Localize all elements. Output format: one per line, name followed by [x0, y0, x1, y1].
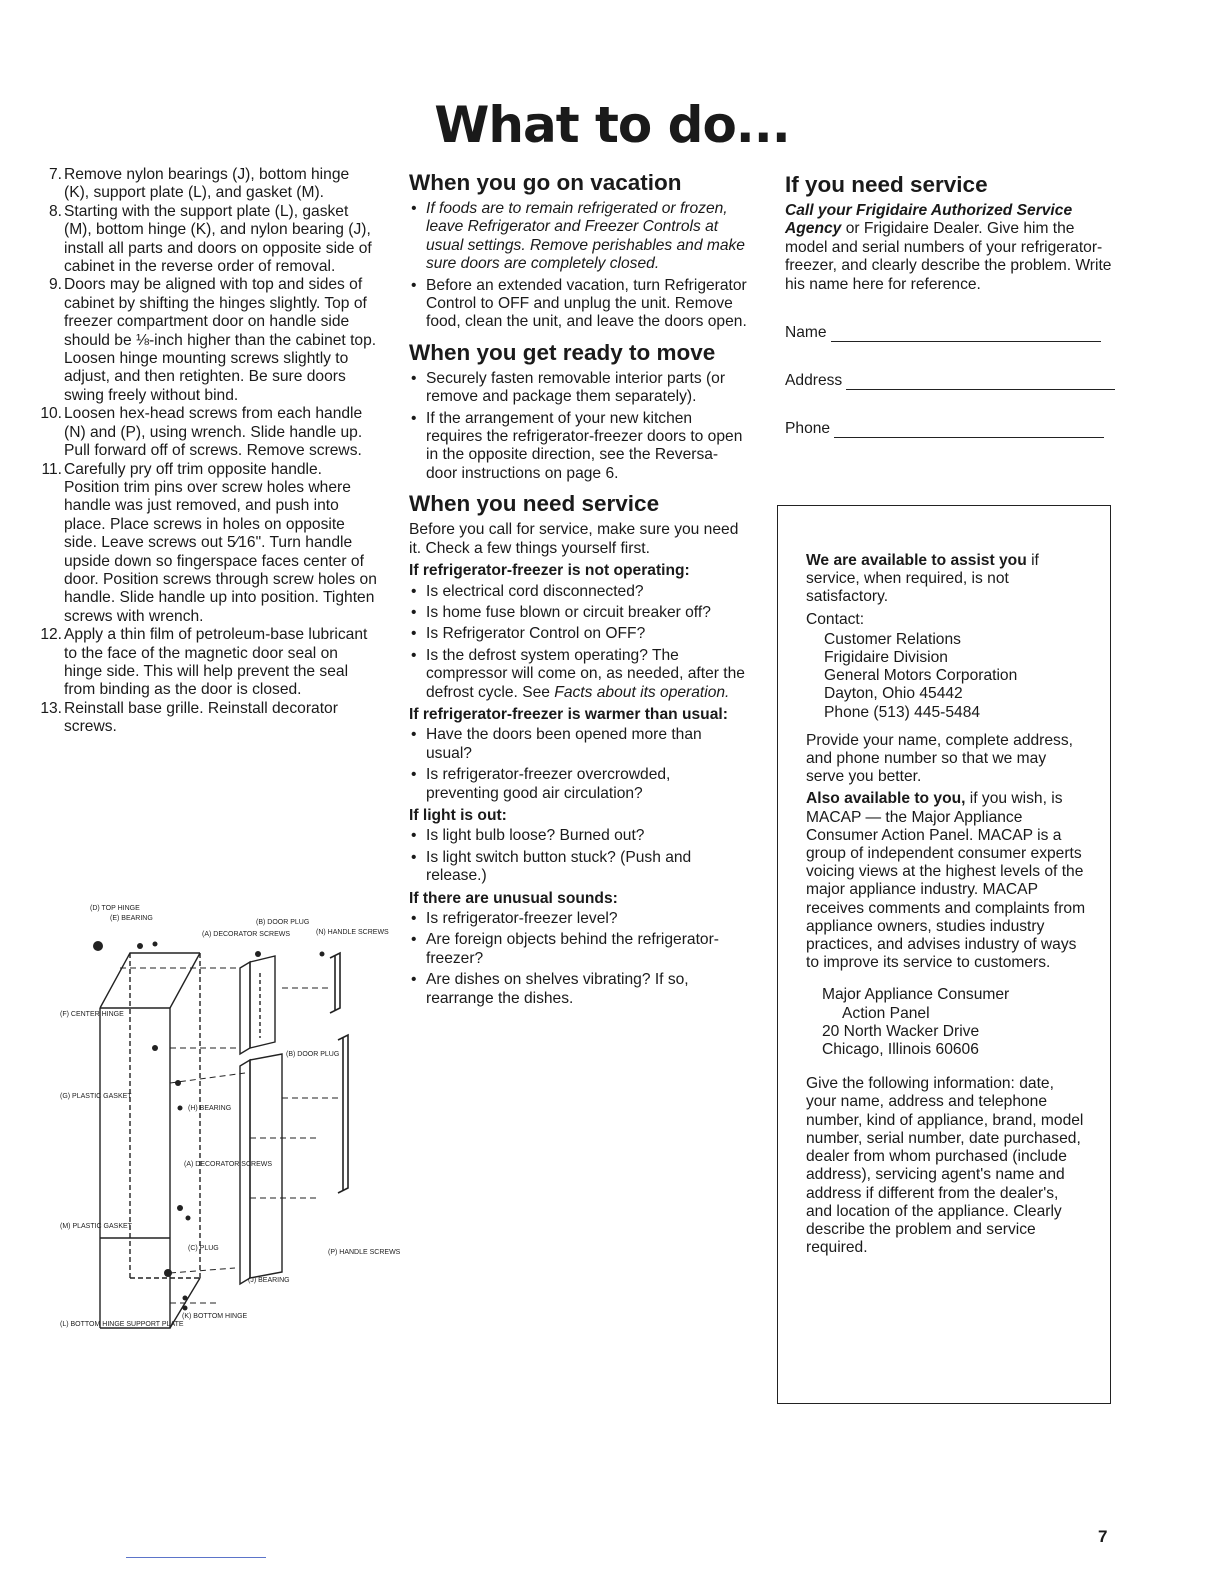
also-available-rest: if you wish, is MACAP — the Major Appliance Consumer Action Panel. MACAP is a group of independent consumer experts voicing views at the highest levels of the major appliance industry. MACAP receives comments and complaints from appliance owners, studies industry practices, and advises industry of ways to improve its service to customers. [806, 790, 1086, 972]
address-line: Dayton, Ohio 45442 [824, 685, 963, 703]
list-item: • Is electrical cord disconnected? [409, 583, 747, 601]
list-item: • Have the doors been opened more than usual? [409, 726, 747, 763]
door-reversal-diagram [60, 898, 401, 1343]
name-field[interactable] [785, 320, 1115, 342]
list-item: • Is light switch button stuck? (Push and release.) [409, 849, 747, 886]
step-number: 9. [48, 276, 62, 294]
address-line: Action Panel [842, 1004, 930, 1022]
label-plug-c: (C) PLUG [188, 1245, 219, 1252]
address-line: Frigidaire Division [824, 649, 948, 667]
label-handle-screws-p: (P) HANDLE SCREWS [328, 1249, 401, 1256]
assist-lead-rest: if service, when required, is not satisfactory. [806, 552, 1039, 606]
defrost-text: Is the defrost system operating? The compressor will come on, as needed, after the defrost cycle. See [426, 646, 745, 701]
also-available-bold: Also available to you, [806, 790, 966, 808]
name-label: Name [785, 323, 827, 341]
step-item [38, 166, 378, 203]
address-label: Address [785, 371, 843, 389]
call-agency-text: Call your Frigidaire Authorized Service Agency [785, 202, 1073, 238]
label-center-hinge: (F) CENTER HINGE [60, 1011, 124, 1018]
phone-field[interactable] [785, 416, 1115, 438]
label-plastic-gasket-g: (G) PLASTIC GASKET [60, 1093, 132, 1100]
label-handle-screws-n: (N) HANDLE SCREWS [316, 929, 389, 936]
label-door-plug-top: (B) DOOR PLUG [256, 919, 310, 926]
list-item: • Are dishes on shelves vibrating? If so, rearrange the dishes. [409, 971, 747, 1008]
not-operating-list [409, 583, 747, 702]
warmer-list [409, 726, 747, 803]
page-title: What to do... [434, 96, 790, 154]
list-item: • Securely fasten removable interior parts (or remove and package them separately). [409, 370, 747, 407]
label-top-hinge: (D) TOP HINGE [90, 905, 140, 912]
page-number: 7 [1098, 1527, 1108, 1546]
step-item [38, 461, 378, 627]
sounds-list [409, 910, 747, 1008]
assist-info-content [806, 552, 1088, 1261]
door-handles [330, 953, 348, 1193]
step-text: Loosen hex-head screws from each handle (N) and (P), using wrench. Slide handle up. Pull forward off of screws. Remove screws. [64, 405, 363, 460]
label-bottom-hinge-support-plate: (L) BOTTOM HINGE SUPPORT PLATE [60, 1321, 184, 1328]
address-line: Chicago, Illinois 60606 [822, 1041, 979, 1059]
group-title: If there are unusual sounds: [409, 889, 618, 907]
if-service-heading: If you need service [785, 172, 988, 197]
move-list [409, 370, 747, 483]
list-item: • Are foreign objects behind the refrigerator-freezer? [409, 931, 747, 968]
footer-line [126, 1557, 266, 1558]
step-item [38, 276, 378, 405]
list-item: • Is home fuse blown or circuit breaker off? [409, 604, 747, 622]
list-item: • Is refrigerator-freezer overcrowded, preventing good air circulation? [409, 766, 747, 803]
need-service-intro: Before you call for service, make sure you need it. Check a few things yourself first. [409, 521, 739, 557]
address-line: General Motors Corporation [824, 667, 1018, 685]
group-title: If refrigerator-freezer is warmer than usual: [409, 705, 728, 723]
list-item: • If foods are to remain refrigerated or frozen, leave Refrigerator and Freezer Controls at usual settings. Remove perishables and make sure doors are completely closed. [409, 200, 747, 274]
list-item: • Before an extended vacation, turn Refrigerator Control to OFF and unplug the unit. Remove food, clean the unit, and leave the doors open. [409, 277, 747, 332]
step-text: Remove nylon bearings (J), bottom hinge (K), support plate (L), and gasket (M). [64, 166, 350, 202]
label-decorator-screws-mid: (A) DECORATOR SCREWS [184, 1161, 273, 1168]
provide-text: Provide your name, complete address, and phone number so that we may serve you better. [806, 731, 1073, 786]
group-title: If light is out: [409, 806, 507, 824]
list-item: • Is Refrigerator Control on OFF? [409, 625, 747, 643]
fresh-food-door [240, 1054, 282, 1284]
call-agency-rest: or Frigidaire Dealer. Give him the model and serial numbers of your refrigerator-freezer, and clearly describe the problem. Write his name here for reference. [785, 220, 1112, 293]
name-line[interactable] [831, 325, 1101, 342]
address-line: Phone (513) 445-5484 [824, 703, 981, 721]
step-text: Starting with the support plate (L), gasket (M), bottom hinge (K), and nylon bearing (J), install all parts and doors on opposite side of cabinet in the reverse order of removal. [64, 202, 372, 276]
step-text: Reinstall base grille. Reinstall decorator screws. [64, 699, 338, 736]
address-line: Major Appliance Consumer [822, 986, 1010, 1004]
assist-lead [806, 552, 1088, 607]
label-door-plug-mid: (B) DOOR PLUG [286, 1051, 340, 1058]
need-service-heading: When you need service [409, 491, 660, 517]
step-text: Apply a thin film of petroleum-base lubricant to the face of the magnetic door seal on hinge side. This will help prevent the seal from binding as the door is closed. [64, 626, 368, 699]
label-plastic-gasket-m: (M) PLASTIC GASKET [60, 1223, 132, 1230]
step-item [38, 405, 378, 460]
middle-column [409, 170, 747, 1012]
macap-address [806, 986, 1088, 1059]
step-item [38, 626, 378, 700]
label-bottom-hinge: (K) BOTTOM HINGE [182, 1313, 248, 1320]
phone-label: Phone [785, 419, 831, 437]
steps-list [38, 166, 378, 737]
step-number: 12. [40, 626, 62, 644]
defrost-reference: Facts about its operation. [554, 683, 730, 701]
step-text: Doors may be aligned with top and sides of cabinet by shifting the hinges slightly. Top of freezer compartment door on handle side should be ⅛-inch higher than the cabinet top. Loosen hinge mounting screws slightly to adjust, and then retighten. Be sure doors swing freely without bind. [64, 276, 377, 404]
vacation-heading: When you go on vacation [409, 170, 682, 195]
label-bearing-h: (H) BEARING [188, 1105, 232, 1112]
light-list [409, 827, 747, 885]
list-item [409, 647, 747, 702]
vacation-list [409, 200, 747, 332]
list-item: • If the arrangement of your new kitchen requires the refrigerator-freezer doors to open in the opposite direction, see the Reversa-door instructions on page 6. [409, 410, 747, 484]
group-title: If refrigerator-freezer is not operating: [409, 562, 690, 580]
steps-column [38, 166, 378, 737]
list-item: • Is refrigerator-freezer level? [409, 910, 747, 928]
freezer-door [240, 956, 275, 1054]
step-item [38, 700, 378, 737]
list-item: • Is light bulb loose? Burned out? [409, 827, 747, 845]
step-number: 13. [40, 699, 62, 717]
step-number: 7. [48, 166, 62, 183]
label-decorator-screws-top: (A) DECORATOR SCREWS [202, 931, 291, 938]
address-field[interactable] [785, 368, 1115, 390]
move-heading: When you get ready to move [409, 339, 716, 365]
also-available [806, 790, 1088, 972]
movement-lines [120, 968, 338, 1303]
step-item [38, 203, 378, 277]
step-number: 11. [41, 460, 62, 478]
phone-line[interactable] [834, 421, 1104, 438]
assist-lead-bold: We are available to assist you [806, 552, 1027, 569]
step-number: 8. [48, 202, 62, 220]
address-line: 20 North Wacker Drive [822, 1022, 980, 1040]
step-text: Carefully pry off trim opposite handle. Position trim pins over screw holes where handle was just removed, and push into place. Place screws in holes on opposite side. Leave screws out 5⁄16". Turn handle upside down so fingerspace faces center of door. Position screws through screw holes on handle. Slide handle up into position. Tighten screws with wrench. [64, 460, 377, 625]
hardware-marks [93, 941, 325, 1311]
if-service-text [785, 202, 1115, 294]
give-information-text: Give the following information: date, your name, address and telephone number, kind of appliance, brand, model number, serial number, date purchased, dealer from whom purchased (include address), servicing agent's name and address if different from the dealer's, and location of the appliance. Clearly describe the problem and service required. [806, 1075, 1084, 1257]
label-bearing-j: (J) BEARING [248, 1277, 290, 1284]
address-line: Customer Relations [824, 630, 961, 648]
contact-label: Contact: [806, 610, 865, 628]
contact-address [806, 631, 1088, 722]
label-bearing-e: (E) BEARING [110, 915, 153, 922]
right-column [785, 172, 1115, 438]
address-line[interactable] [846, 373, 1115, 390]
step-number: 10. [40, 405, 62, 423]
assist-info-box [777, 505, 1111, 1404]
